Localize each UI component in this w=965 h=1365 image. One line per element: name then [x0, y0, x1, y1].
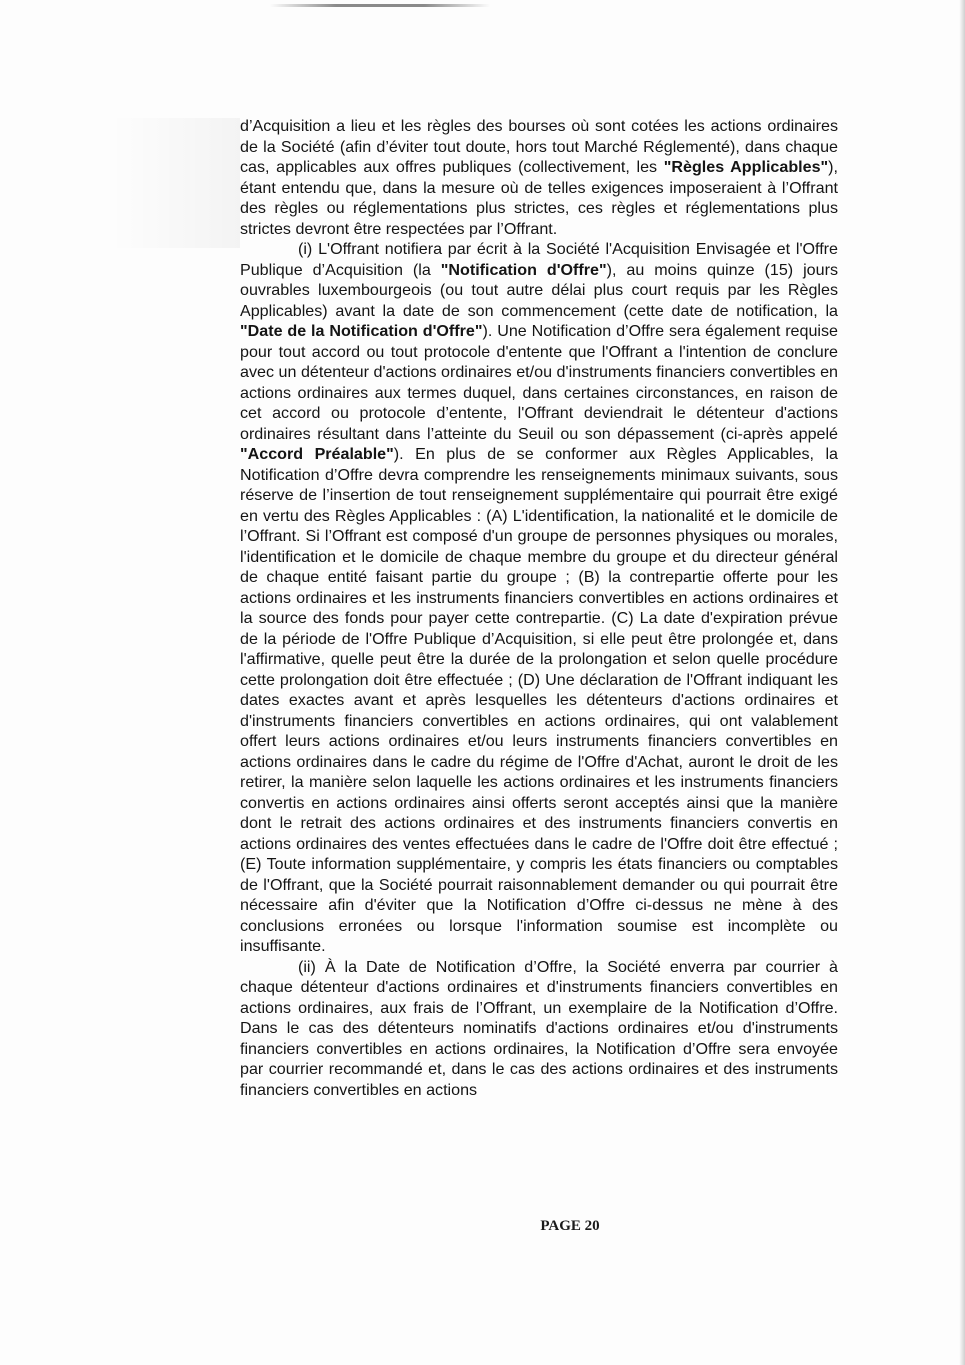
document-body [240, 116, 838, 1100]
defined-term-regles-applicables: "Règles Applicables" [663, 158, 829, 176]
paragraph-continuation: d’Acquisition a lieu et les règles des bourses où sont cotées les actions ordinaires de la Société (afin d’éviter tout doute, hors tout Marché Réglementé), dans chaque cas, applicables aux offres publiques (collectivement, les "Règles Applicables"), étant entendu que, dans la mesure où de telles exigences imposeraient à l’Offrant des règles ou réglementations plus strictes, ces règles et réglementations plus strictes devront être respectées par l’Offrant. [240, 117, 838, 238]
paragraph-i: (i) L'Offrant notifiera par écrit à la Société l'Acquisition Envisagée et l'Offre Publique d’Acquisition (la "Notification d'Offre"), au moins quinze (15) jours ouvrables luxembourgeois (ou tout autre délai plus court requis par les Règles Applicables) avant la date de son commencement (cette date de notification, la "Date de la Notification d'Offre"). Une Notification d’Offre sera également requise pour tout accord ou tout protocole d'entente que l'Offrant a l'intention de conclure avec un détenteur d'actions ordinaires et/ou d'instruments financiers convertibles en actions ordinaires aux termes duquel, dans certaines circonstances, en raison de cet accord ou protocole d’entente, l'Offrant deviendrait le détenteur d'actions ordinaires résultant dans l’atteinte du Seuil ou son dépassement (ci-après appelé "Accord Préalable"). En plus de se conformer aux Règles Applicables, la Notification d’Offre devra comprendre les renseignements minimaux suivants, sous réserve de l’insertion de tout renseignement supplémentaire qui pourrait être exigé en vertu des Règles Applicables : (A) L'identification, la nationalité et le domicile de l’Offrant. Si l’Offrant est composé d'un groupe de personnes physiques ou morales, l'identification et le domicile de chaque membre du groupe et du directeur général de chaque entité faisant partie du groupe ; (B) la contrepartie offerte pour les actions ordinaires et les instruments financiers convertibles en actions ordinaires et la source des fonds pour payer cette contrepartie. (C) La date d'expiration prévue de la période de l'Offre Publique d’Acquisition, si elle peut être prolongée et, dans l'affirmative, quelle peut être la durée de la prolongation et selon quelle procédure cette prolongation doit être effectuée ; (D) Une déclaration de l'Offrant indiquant les dates exactes avant et après lesquelles les détenteurs d'actions ordinaires et d'instruments financiers convertibles en actions ordinaires, qui ont valablement offert leurs actions ordinaires et/ou leurs instruments financiers convertibles en actions ordinaires dans le cadre du régime de l'Offre d'Achat, auront le droit de les retirer, la manière selon laquelle les actions ordinaires et les instruments financiers convertis en actions ordinaires ainsi offerts seront acceptés ainsi que la manière dont le retrait des actions ordinaires et des instruments financiers convertis en actions ordinaires des ventes effectuées dans le cadre de l'Offre doit être effectué ; (E) Toute information supplémentaire, y compris les états financiers ou comptables de l'Offrant, que la Société pourrait raisonnablement demander ou qui pourrait être nécessaire afin d'éviter que la Notification d’Offre ci-dessus ne mène à des conclusions erronées ou lorsque l'information soumise est incomplète ou insuffisante. [240, 240, 838, 955]
page-number: PAGE 20 [540, 1218, 600, 1234]
defined-term-notification-offre: "Notification d'Offre" [440, 260, 607, 279]
scan-artifact-line [270, 4, 490, 7]
scan-edge-shadow [959, 0, 965, 1365]
paragraph-ii: (ii) À la Date de Notification d’Offre, la Société enverra par courrier à chaque détenteur d'actions ordinaires et d'instruments financiers convertibles en actions ordinaires, aux frais de l’Offrant, un exemplaire de la Notification d’Offre. Dans le cas des détenteurs nominatifs d'actions ordinaires et/ou d'instruments financiers convertibles en actions ordinaires, la Notification d’Offre sera envoyée par courrier recommandé et, dans le cas des actions ordinaires et des instruments financiers convertibles en actions [240, 957, 838, 1099]
defined-term-accord-prealable: "Accord Préalable" [240, 445, 394, 463]
defined-term-date-notification: "Date de la Notification d'Offre" [240, 322, 483, 340]
scan-bleed-through [110, 118, 240, 248]
